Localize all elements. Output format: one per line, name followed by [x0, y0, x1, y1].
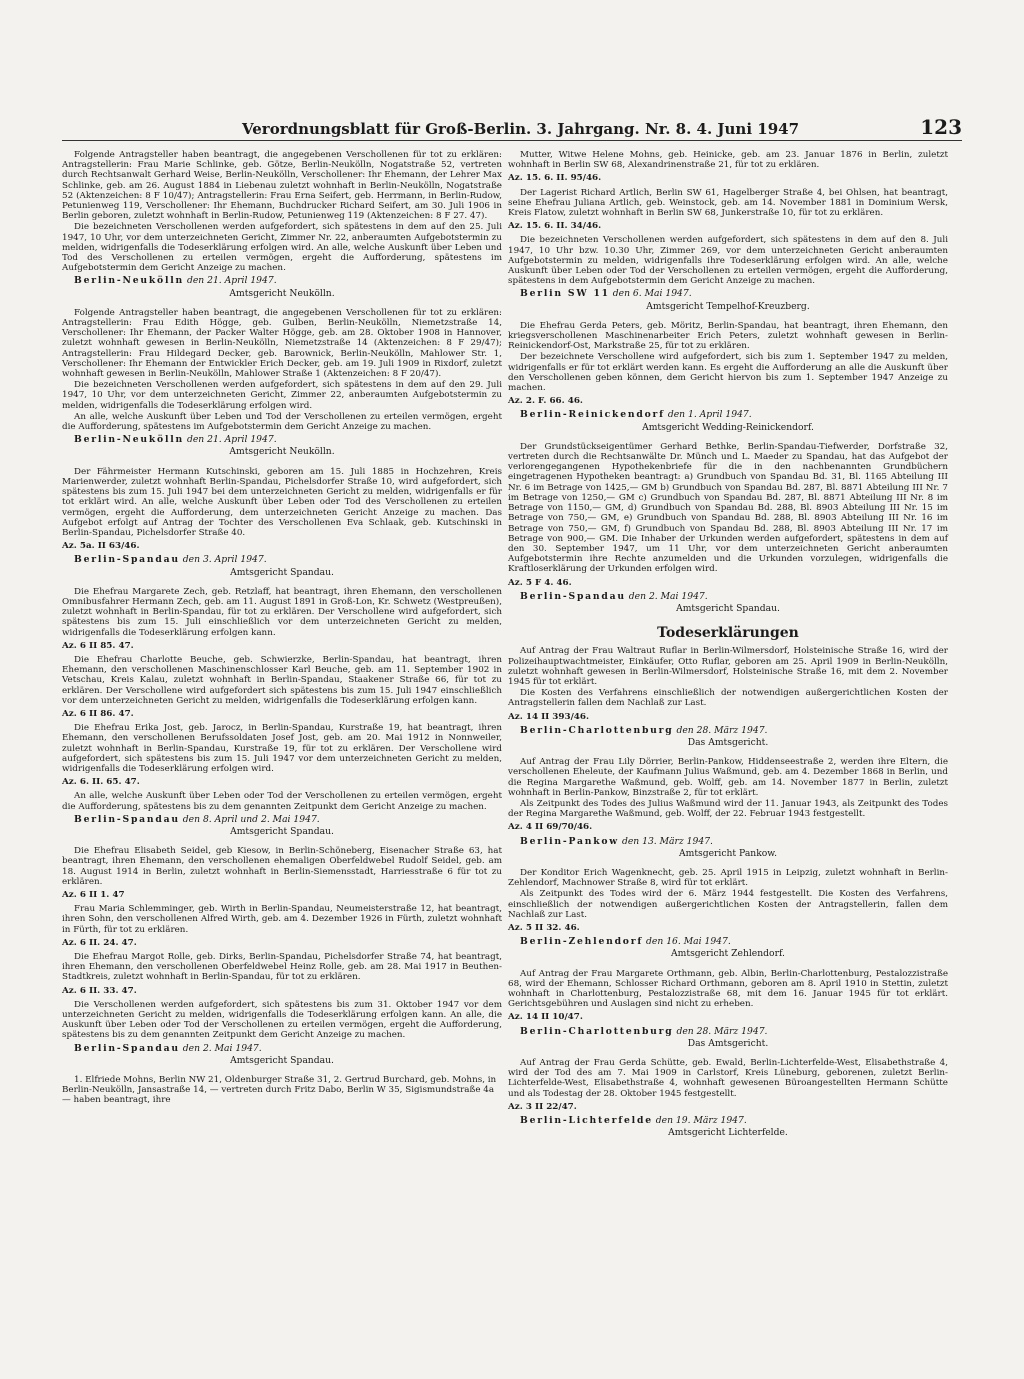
notice-place: Berlin-Neukölln — [74, 275, 185, 287]
notice-reference: Az. 6 II 1. 47 — [62, 890, 125, 900]
notice-reference: Az. 14 II 393/46. — [508, 711, 589, 722]
notice-place-date — [62, 276, 502, 286]
notice-paragraph: Die Ehefrau Gerda Peters, geb. Möritz, Berlin-Spandau, hat beantragt, ihren Ehemann, den kriegsverschollenen Maschinenarbeiter Erich Peters, zuletzt wohnhaft gewesen in Berlin-Reinickendorf-Ost, Markstraße 25, für tot zu erklären. — [508, 320, 948, 352]
notice-date: den 13. März 1947. — [621, 835, 713, 847]
notice-date: den 21. April 1947. — [186, 275, 277, 287]
notice-paragraph: Der bezeichnete Verschollene wird aufgefordert, sich bis zum 1. September 1947 zu melden, widrigenfalls er für tot erklärt werden kann. Es ergeht die Aufforderung an alle die Auskunft über den Verschollenen geben können, dem Gericht hiervon bis zum 1. September 1947 Anzeige zu machen. — [508, 352, 948, 394]
notice-place-date — [62, 435, 502, 445]
section-title: Todeserklärungen — [657, 625, 799, 642]
notice-paragraph: Die bezeichneten Verschollenen werden aufgefordert, sich spätestens in dem auf den 8. Juli 1947, 10 Uhr bzw. 10.30 Uhr, Zimmer 269, vor dem unterzeichneten Gericht anberaumten Aufgebotstermin zu melden, widrigenfalls ihre Todeserklärung erfolgen wird. An alle, welche Auskunft über Leben oder Tod der Verschollenen zu erteilen vermögen, ergeht die Aufforderung, spätestens in dem Aufgebotstermin dem Gericht Anzeige zu machen. — [508, 235, 948, 287]
notice-reference: Az. 3 II 22/47. — [508, 1101, 577, 1112]
notice-paragraph: Auf Antrag der Frau Gerda Schütte, geb. Ewald, Berlin-Lichterfelde-West, Elisabethstraße 4, wird der Tod des am 7. Mai 1909 in Carlstorf, Kreis Lüneburg, geborenen, zuletzt Berlin-Lichterfelde-West, Elisabethstraße 4, wohnhaft gewesenen Büroangestellten Hermann Schütte und als Todestag der 28. Oktober 1945 festgestellt. — [508, 1058, 948, 1099]
notice-place: Berlin-Charlottenburg — [520, 1025, 674, 1037]
notice-date: den 2. Mai 1947. — [182, 1042, 262, 1054]
notice-court: Amtsgericht Neukölln. — [229, 446, 335, 458]
notice-court: Amtsgericht Spandau. — [230, 825, 334, 837]
notice-date: den 6. Mai 1947. — [612, 288, 692, 300]
notice-paragraph: Auf Antrag der Frau Waltraut Ruflar in Berlin-Wilmersdorf, Holsteinische Straße 16, wird der Polizeihauptwachtmeister, Einkäufer, Otto Ruflar, geboren am 25. April 1909 in Berlin-Neukölln, zuletzt wohnhaft gewesen in Berlin-Wilmersdorf, Holsteinische Straße 16, mit dem 2. November 1945 für tot erklärt. — [508, 646, 948, 687]
notice-date: den 1. April 1947. — [667, 409, 752, 421]
notice-paragraph: An alle, welche Auskunft über Leben und Tod der Verschollenen zu erteilen vermögen, ergeht die Aufforderung, spätestens im Aufgebotstermin dem Gericht Anzeige zu machen. — [62, 411, 502, 433]
notice-paragraph: Die bezeichneten Verschollenen werden aufgefordert, sich spätestens in dem auf den 25. Juli 1947, 10 Uhr, vor dem unterzeichneten Gericht, Zimmer Nr. 22, anberaumten Aufgebotstermin zu melden, widrigenfalls die Todeserklärung erfolgen wird. An alle, welche Auskunft über Leben und Tod des Verschollenen zu erteilen vermögen, ergeht die Aufforderung, spätestens im Aufgebotstermin dem Gericht Anzeige zu machen. — [62, 222, 502, 274]
notice-court: Amtsgericht Tempelhof-Kreuzberg. — [646, 300, 810, 312]
notice-paragraph: Der Grundstückseigentümer Gerhard Bethke, Berlin-Spandau-Tiefwerder, Dorfstraße 32, vertreten durch die Rechtsanwälte Dr. Münch und L. Maeder zu Spandau, hat das Aufgebot der verlorengegangenen Hypothekenbriefe für die in den nachbenannten Grundbüchern eingetragenen Hypotheken beantragt: a) Grundbuch von Spandau Bd. 31, Bl. 1165 Abteilung III Nr. 6 im Betrage von 1425,— GM b) Grundbuch von Spandau Bd. 287, Bl. 8871 Abteilung III Nr. 7 im Betrage von 1250,— GM c) Grundbuch von Spandau Bd. 287, Bl. 8871 Abteilung III Nr. 8 im Betrage von 1150,— GM, d) Grundbuch von Spandau Bd. 288, Bl. 8903 Abteilung III Nr. 15 im Betrage von 750,— GM, e) Grundbuch von Spandau Bd. 288, Bl. 8903 Abteilung III Nr. 16 im Betrage von 750,— GM, f) Grundbuch von Spandau Bd. 288, Bl. 8903 Abteilung III Nr. 17 im Betrage von 900,— GM. Die Inhaber der Urkunden werden aufgefordert, spätestens in dem auf den 30. September 1947, um 11 Uhr, vor dem unterzeichneten Gericht anberaumten Aufgebotstermin ihre Rechte anzumelden und die Urkunden vorzulegen, widrigenfalls die Kraftloserklärung der Urkunden erfolgen wird. — [508, 441, 948, 575]
notice-reference: Az. 14 II 10/47. — [508, 1012, 583, 1023]
notice-court: Amtsgericht Lichterfelde. — [668, 1127, 788, 1139]
notice-place: Berlin-Spandau — [74, 813, 180, 825]
notice-place-date — [508, 410, 948, 420]
right-column — [508, 150, 948, 1147]
notice-place: Berlin-Spandau — [520, 590, 626, 602]
notice-reference: Az. 6 II 86. 47. — [62, 708, 134, 719]
notice-place: Berlin-Spandau — [74, 554, 180, 566]
notice-paragraph: Die bezeichneten Verschollenen werden aufgefordert, sich spätestens in dem auf den 29. Juli 1947, 10 Uhr, vor dem unterzeichneten Gericht, Zimmer 22, anberaumten Aufgebotstermin zu melden, widrigenfalls die Todeserklärung erfolgen wird. — [62, 380, 502, 411]
notice-place: Berlin-Spandau — [74, 1042, 180, 1054]
notice-reference: Az. 6 II. 33. 47. — [62, 985, 137, 996]
notice-paragraph: 1. Elfriede Mohns, Berlin NW 21, Oldenburger Straße 31, 2. Gertrud Burchard, geb. Mohns, in Berlin-Neukölln, Jansastraße 14, — vertreten durch Fritz Dabo, Berlin W 35, Sigismundstraße 4a — haben beantragt, ihre — [62, 1075, 497, 1106]
page-header-title: Verordnungsblatt für Groß-Berlin. 3. Jahrgang. Nr. 8. 4. Juni 1947 — [242, 120, 800, 138]
notice-place-date — [508, 1027, 948, 1037]
notice-paragraph: Mutter, Witwe Helene Mohns, geb. Heinicke, geb. am 23. Januar 1876 in Berlin, zuletzt wohnhaft in Berlin SW 68, Alexandrinenstraße 21, für tot zu erklären. — [508, 150, 948, 171]
notice-place-date — [508, 937, 948, 947]
notice-paragraph: Die Verschollenen werden aufgefordert, sich spätestens bis zum 31. Oktober 1947 vor dem unterzeichneten Gericht zu melden, widrigenfalls die Todeserklärung erfolgen kann. An alle, die Auskunft über Leben oder Tod der Verschollenen zu erteilen vermögen, ergeht die Aufforderung, spätestens bis zu dem genannten Zeitpunkt dem Gericht Anzeige zu machen. — [62, 999, 502, 1041]
notice-paragraph: Die Ehefrau Elisabeth Seidel, geb Kiesow, in Berlin-Schöneberg, Eisenacher Straße 63, hat beantragt, ihren Ehemann, den verschollenen ehemaligen Oberfeldwebel Rudolf Seidel, geb. am 18. August 1914 in Berlin, zuletzt wohnhaft in Berlin-Siemensstadt, Harriesstraße 6 für tot zu erklären. — [62, 846, 502, 887]
notice-paragraph: Der Konditor Erich Wagenknecht, geb. 25. April 1915 in Leipzig, zuletzt wohnhaft in Berlin-Zehlendorf, Machnower Straße 8, wird für tot erklärt. — [508, 867, 948, 889]
notice-paragraph: Auf Antrag der Frau Lily Dörrier, Berlin-Pankow, Hiddenseestraße 2, werden ihre Eltern, die verschollenen Eheleute, der Kaufmann Julius Waßmund, geb. am 4. Dezember 1868 in Berlin, und die Regina Margarethe Waßmund, geb. Wolff, geb. am 14. November 1877 in Berlin, zuletzt wohnhaft in Berlin-Pankow, Binzstraße 2, für tot erklärt. — [508, 757, 948, 798]
notice-place-date — [508, 592, 948, 602]
notice-paragraph: Frau Maria Schlemminger, geb. Wirth in Berlin-Spandau, Neumeisterstraße 12, hat beantragt, ihren Sohn, den verschollenen Alfred Wirth, geb. am 4. Dezember 1926 in Fürth, zuletzt wohnhaft in Fürth, für tot zu erklären. — [62, 904, 502, 935]
notice-court: Amtsgericht Neukölln. — [229, 287, 335, 299]
notice-paragraph: Die Ehefrau Charlotte Beuche, geb. Schwierzke, Berlin-Spandau, hat beantragt, ihren Ehemann, den verschollenen Maschinenschlosser Karl Beuche, geb. am 11. September 1902 in Vetschau, Kreis Kalau, zuletzt wohnhaft in Berlin-Spandau, Staakener Straße 66, für tot zu erklären. Der Verschollene wird aufgefordert sich spätestens bis zum 15. Juli 1947 einschließlich vor dem unterzeichneten Gericht zu melden, widrigenfalls die Todeserklärung erfolgen kann. — [62, 654, 502, 706]
notice-court: Amtsgericht Spandau. — [230, 1054, 334, 1066]
notice-court: Amtsgericht Zehlendorf. — [671, 948, 785, 960]
notice-date: den 28. März 1947. — [676, 1025, 768, 1037]
notice-place: Berlin-Neukölln — [74, 434, 185, 446]
notice-place-date — [62, 815, 502, 825]
notice-reference: Az. 5a. II 63/46. — [62, 541, 140, 552]
notice-reference: Az. 6. II. 65. 47. — [62, 777, 140, 788]
notice-paragraph: Als Zeitpunkt des Todes des Julius Waßmund wird der 11. Januar 1943, als Zeitpunkt des Todes der Regina Margarethe Waßmund, geb. Wolff, der 22. Februar 1943 festgestellt. — [508, 798, 948, 820]
notice-paragraph: Die Ehefrau Erika Jost, geb. Jarocz, in Berlin-Spandau, Kurstraße 19, hat beantragt, ihren Ehemann, den verschollenen Berufssoldaten Josef Jost, geb. am 20. Mai 1912 in Nonnweiler, zuletzt wohnhaft in Berlin-Spandau, Kurstraße 19, für tot zu erklären. Der Verschollene wird aufgefordert, sich spätestens bis zum 15. Juli 1947 vor dem unterzeichneten Gericht zu melden, widrigenfalls die Todeserklärung erfolgen wird. — [62, 723, 502, 774]
notice-place-date — [508, 1116, 948, 1126]
notice-reference: Az. 15. 6. II. 95/46. — [508, 173, 602, 184]
notice-place-date — [508, 837, 948, 847]
notice-reference: Az. 4 II 69/70/46. — [508, 822, 593, 833]
notice-paragraph: An alle, welche Auskunft über Leben oder Tod der Verschollenen zu erteilen vermögen, ergeht die Aufforderung, spätestens bis zu dem genannten Zeitpunkt dem Gericht Anzeige zu machen. — [62, 791, 502, 812]
notice-date: den 16. Mai 1947. — [646, 936, 731, 948]
notice-place: Berlin SW 11 — [520, 288, 610, 300]
notice-paragraph: Als Zeitpunkt des Todes wird der 6. März 1944 festgestellt. Die Kosten des Verfahrens, einschließlich der notwendigen außergerichtlichen Kosten der Antragstellerin, fallen dem Nachlaß zur Last. — [508, 889, 948, 920]
notice-place: Berlin-Pankow — [520, 835, 620, 847]
notice-paragraph: Auf Antrag der Frau Margarete Orthmann, geb. Albin, Berlin-Charlottenburg, Pestalozzistraße 68, wird der Ehemann, Schlosser Richard Orthmann, geboren am 8. April 1910 in Stettin, zuletzt wohnhaft in Charlottenburg, Pestalozzistraße 68, mit dem 16. Januar 1945 für tot erklärt. Gerichtsgebühren und Auslagen sind nicht zu erheben. — [508, 968, 948, 1010]
notice-court: Amtsgericht Pankow. — [678, 847, 778, 859]
notice-reference: Az. 6 II 85. 47. — [62, 640, 134, 651]
notice-date: den 8. April und 2. Mai 1947. — [182, 813, 320, 825]
notice-place-date — [62, 555, 502, 565]
notice-reference: Az. 5 II 32. 46. — [508, 923, 580, 933]
notice-date: den 19. März 1947. — [655, 1115, 747, 1127]
notice-paragraph: Der Fährmeister Hermann Kutschinski, geboren am 15. Juli 1885 in Hochzehren, Kreis Marienwerder, zuletzt wohnhaft Berlin-Spandau, Pichelsdorfer Straße 10, wird aufgefordert, sich spätestens bis zum 15. Juli 1947 bei dem unterzeichneten Gericht zu melden, widrigenfalls er für tot erklärt wird. An alle, welche Auskunft über Leben oder Tod des Verschollenen zu erteilen vermögen, ergeht die Aufforderung, dem unterzeichneten Gericht Anzeige zu machen. Das Aufgebot erfolgt auf Antrag der Tochter des Verschollenen Eva Schlaak, geb. Kutschinski in Berlin-Spandau, Pichelsdorfer Straße 40. — [62, 466, 502, 538]
notice-paragraph: Folgende Antragsteller haben beantragt, die angegebenen Verschollenen für tot zu erklären: Antragstellerin: Frau Edith Högge, geb. Gulben, Berlin-Neukölln, Niemetzstraße 14, Verschollener: Ihr Ehemann, der Packer Walter Högge, geb. am 28. Oktober 1908 in Hannover, zuletzt wohnhaft gewesen in Berlin-Neukölln, Niemetzstraße 14 (Aktenzeichen: 8 F 29/47); Antragstellerin: Frau Hildegard Decker, geb. Barownick, Berlin-Neukölln, Mahlower Str. 1, Verschollener: Ihr Ehemann der Entwickler Erich Decker, geb. am 19. Juli 1909 in Rixdorf, zuletzt wohnhaft gewesen in Berlin-Neukölln, Mahlower Straße 1 (Aktenzeichen: 8 F 20/47). — [62, 307, 502, 380]
left-column — [62, 150, 502, 1107]
notice-place: Berlin-Charlottenburg — [520, 724, 674, 736]
notice-reference: Az. 5 F 4. 46. — [508, 577, 572, 588]
notice-paragraph: Die Kosten des Verfahrens einschließlich der notwendigen außergerichtlichen Kosten der Antragstellerin fallen dem Nachlaß zur Last. — [508, 688, 948, 709]
notice-court: Das Amtsgericht. — [687, 736, 769, 748]
notice-place: Berlin-Reinickendorf — [520, 409, 665, 421]
notice-court: Amtsgericht Spandau. — [676, 602, 780, 614]
notice-reference: Az. 6 II. 24. 47. — [62, 937, 137, 948]
notice-date: den 21. April 1947. — [186, 434, 277, 446]
notice-court: Amtsgericht Wedding-Reinickendorf. — [642, 421, 814, 433]
notice-paragraph: Folgende Antragsteller haben beantragt, die angegebenen Verschollenen für tot zu erklären: Antragstellerin: Frau Marie Schlinke, geb. Götze, Berlin-Neukölln, Nogatstraße 52, vertreten durch Rechtsanwalt Gerhard Weise, Berlin-Neukölln, Verschollener: Ihr Ehemann, der Lehrer Max Schlinke, geb. am 26. August 1884 in Liebenau zuletzt wohnhaft in Berlin-Neukölln, Nogatstraße 52 (Aktenzeichen: 8 F 10/47); Antragstellerin: Frau Erna Seifert, geb. Herrmann, in Berlin-Rudow, Petunienweg 119, Verschollener: Ihr Ehemann, Buchdrucker Richard Seifert, am 30. Juli 1906 in Berlin geboren, zuletzt wohnhaft in Berlin-Rudow, Petunienweg 119 (Aktenzeichen: 8 F 27. 47). — [62, 150, 502, 222]
notice-place: Berlin-Zehlendorf — [520, 936, 644, 948]
notice-place-date — [508, 289, 948, 299]
notice-date: den 28. März 1947. — [676, 724, 768, 736]
notice-paragraph: Die Ehefrau Margarete Zech, geb. Retzlaff, hat beantragt, ihren Ehemann, den verschollenen Omnibusfahrer Hermann Zech, geb. am 11. August 1891 in Groß-Lon, Kr. Schwetz (Westpreußen), zuletzt wohnhaft in Berlin-Spandau, für tot zu erklären. Der Verschollene wird aufgefordert, sich spätestens bis zum 15. Juli einschließlich vor dem unterzeichneten Gericht zu melden, widrigenfalls die Todeserklärung erfolgen kann. — [62, 586, 502, 638]
notice-date: den 2. Mai 1947. — [628, 590, 708, 602]
notice-place: Berlin-Lichterfelde — [520, 1115, 653, 1127]
notice-reference: Az. 2. F. 66. 46. — [508, 396, 583, 407]
notice-date: den 3. April 1947. — [182, 554, 267, 566]
notice-reference: Az. 15. 6. II. 34/46. — [508, 221, 602, 232]
notice-place-date — [508, 726, 948, 736]
notice-court: Amtsgericht Spandau. — [230, 566, 334, 578]
notice-court: Das Amtsgericht. — [687, 1037, 769, 1049]
notice-place-date — [62, 1044, 502, 1054]
notice-paragraph: Der Lagerist Richard Artlich, Berlin SW 61, Hagelberger Straße 4, bei Ohlsen, hat beantragt, seine Ehefrau Juliana Artlich, geb. Weinstock, geb. am 14. November 1881 in Dominium Wersk, Kreis Flatow, zuletzt wohnhaft in Berlin SW 68, Junkerstraße 10, für tot zu erklären. — [508, 187, 948, 219]
page-number: 123 — [920, 115, 962, 139]
notice-paragraph: Die Ehefrau Margot Rolle, geb. Dirks, Berlin-Spandau, Pichelsdorfer Straße 74, hat beantragt, ihren Ehemann, den verschollenen Oberfeldwebel Heinz Rolle, geb. am 28. Mai 1917 in Beuthen-Stadtkreis, zuletzt wohnhaft in Berlin-Spandau, für tot zu erklären. — [62, 952, 502, 983]
page-header — [62, 116, 962, 141]
